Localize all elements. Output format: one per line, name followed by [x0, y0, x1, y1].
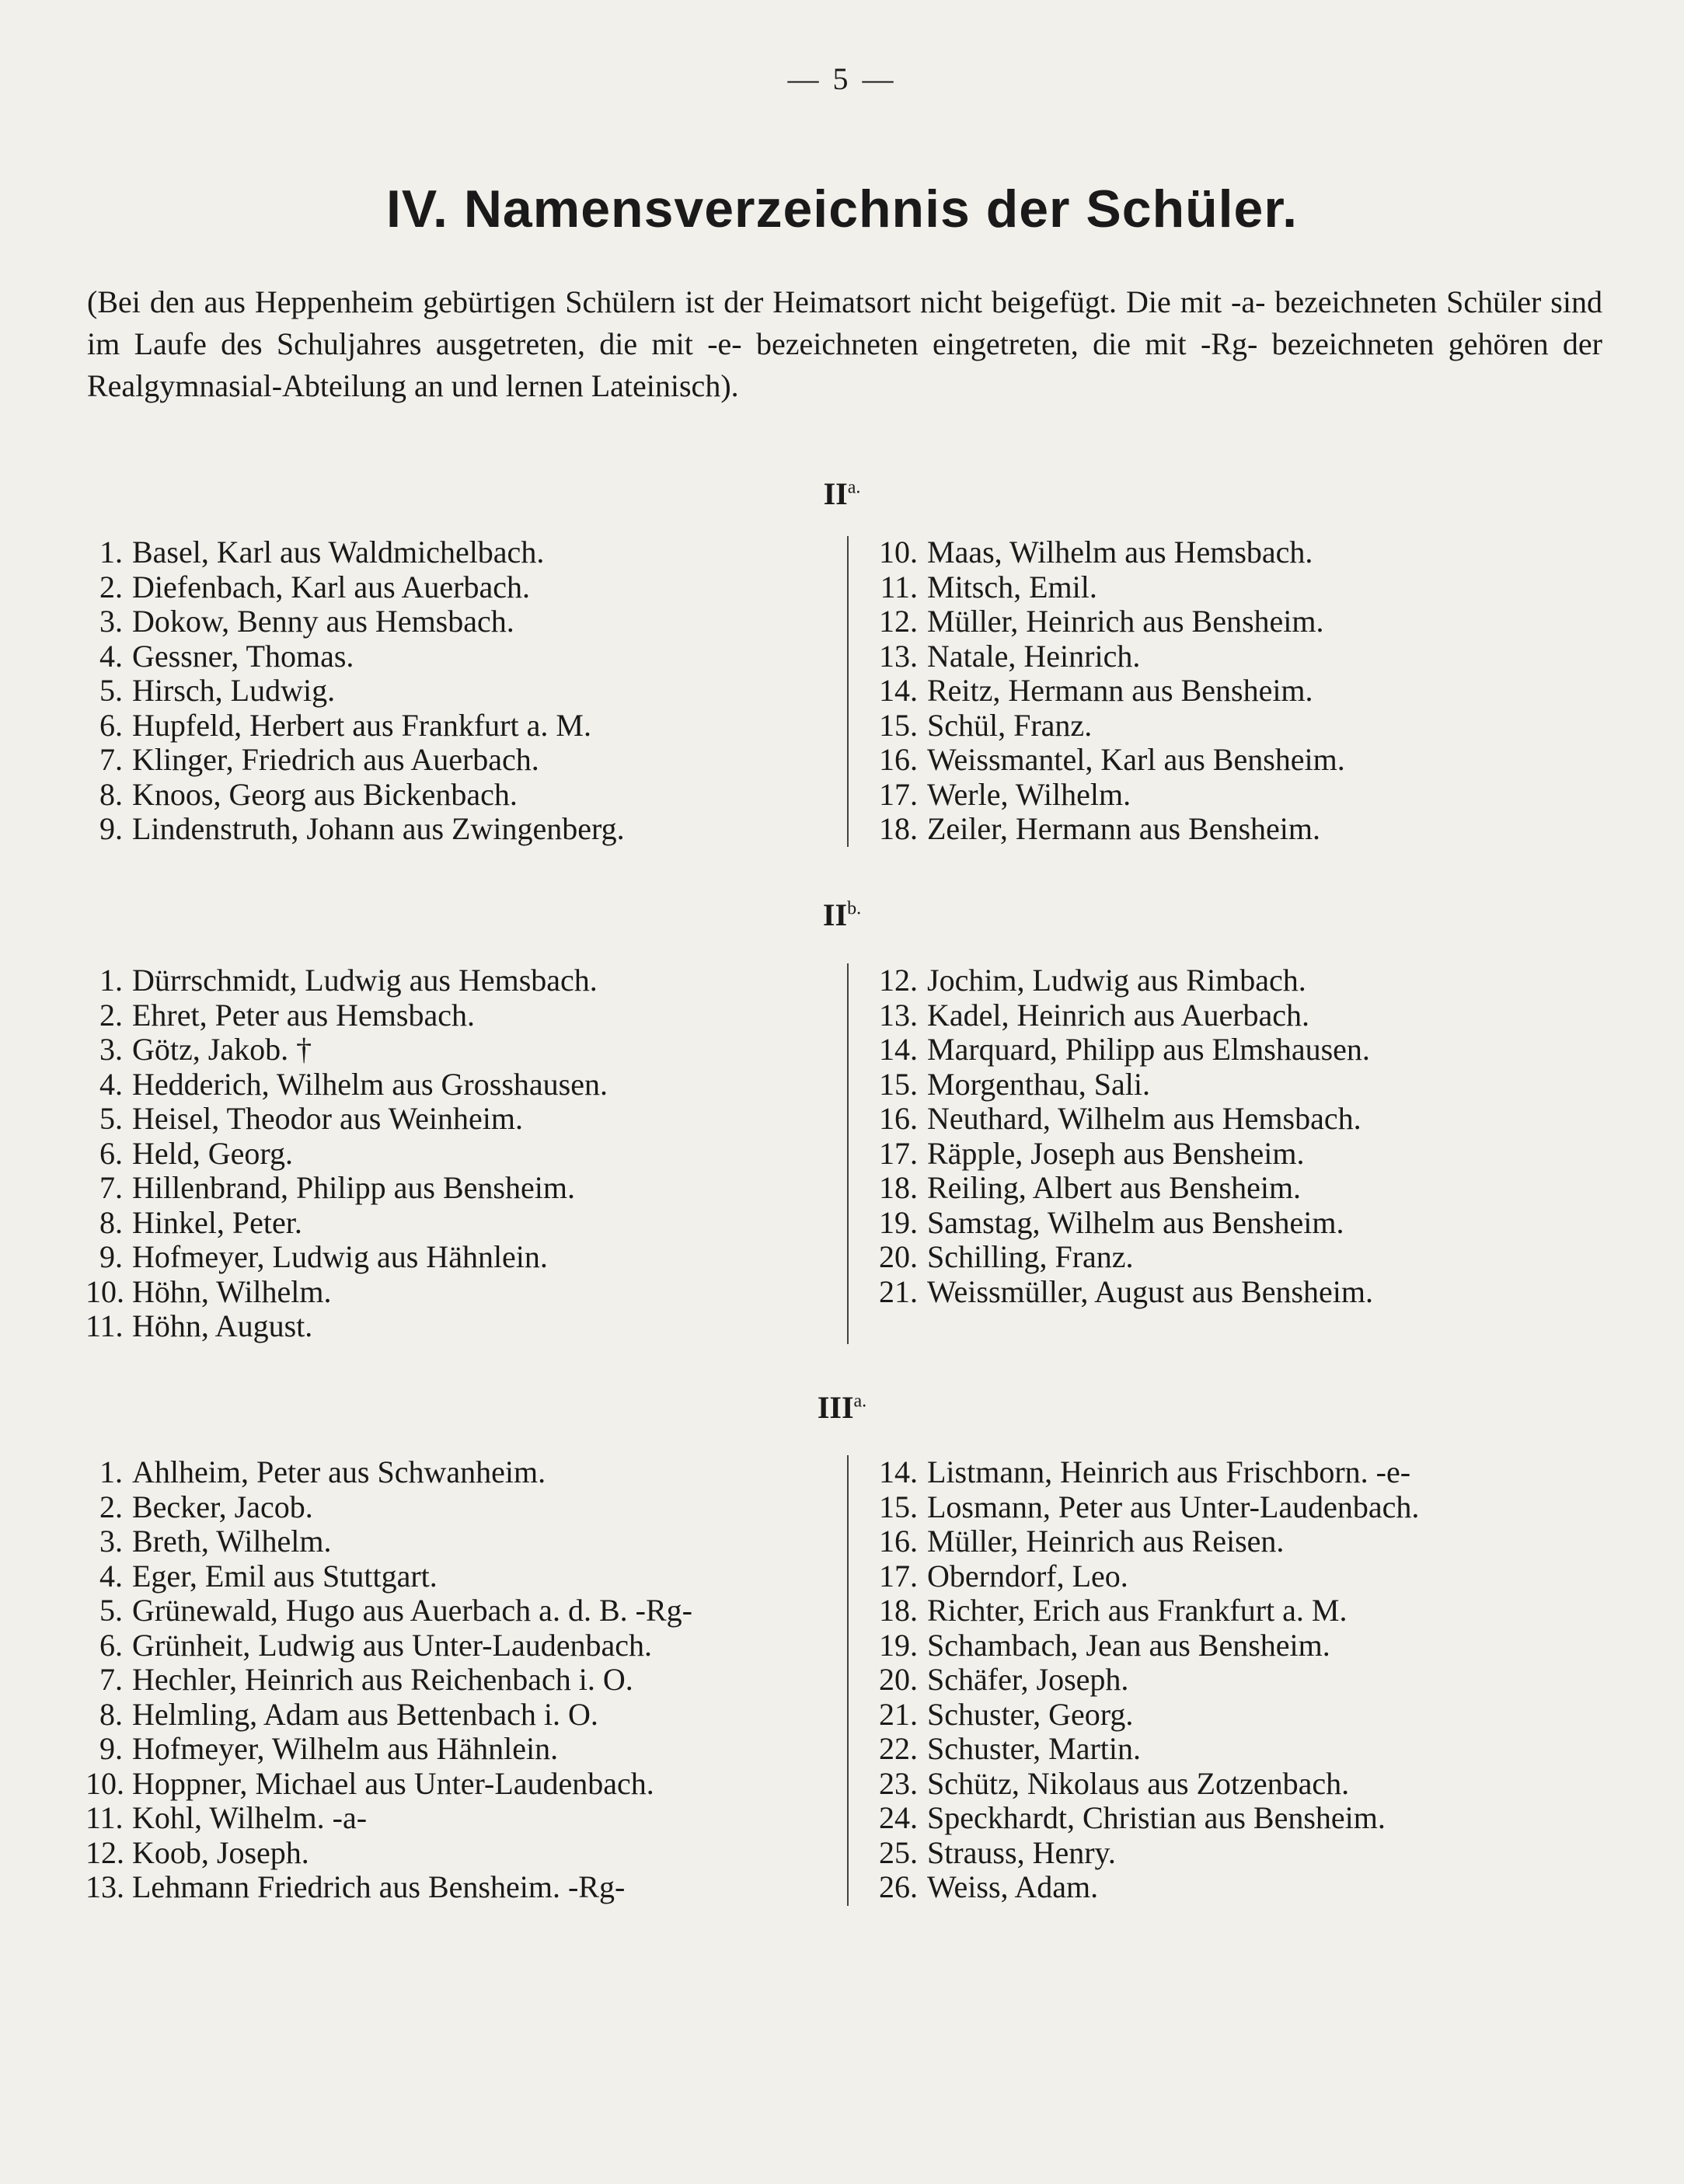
entry-name: Hillenbrand, Philipp aus Bensheim. — [132, 1170, 575, 1205]
entry-name: Reitz, Hermann aus Bensheim. — [927, 673, 1313, 708]
entry-number: 6. — [99, 1135, 123, 1171]
student-entry — [85, 812, 625, 847]
student-entry — [874, 1137, 1373, 1172]
student-entry — [85, 743, 625, 778]
section-heading-IIIa — [0, 1389, 1684, 1426]
student-entry — [85, 639, 625, 674]
entry-number: 17. — [879, 776, 918, 812]
student-list-IIIa-left — [85, 1455, 692, 1905]
entry-name: Werle, Wilhelm. — [927, 776, 1131, 812]
student-entry — [85, 1309, 608, 1344]
column-divider — [847, 1455, 849, 1906]
entry-number: 10. — [85, 1273, 124, 1309]
entry-name: Samstag, Wilhelm aus Bensheim. — [927, 1204, 1344, 1240]
entry-name: Eger, Emil aus Stuttgart. — [132, 1558, 438, 1594]
entry-name: Hoppner, Michael aus Unter-Laudenbach. — [132, 1765, 654, 1801]
entry-number: 25. — [879, 1834, 918, 1870]
student-entry — [874, 743, 1345, 778]
student-entry — [85, 1836, 692, 1871]
entry-name: Strauss, Henry. — [927, 1834, 1116, 1870]
entry-number: 5. — [99, 1101, 123, 1136]
entry-name: Becker, Jacob. — [132, 1489, 313, 1524]
student-entry — [874, 1102, 1373, 1137]
entry-number: 11. — [85, 1308, 124, 1343]
entry-name: Hedderich, Wilhelm aus Grosshausen. — [132, 1066, 608, 1102]
entry-name: Knoos, Georg aus Bickenbach. — [132, 776, 518, 812]
entry-name: Schütz, Nikolaus aus Zotzenbach. — [927, 1765, 1350, 1801]
section-sup: a. — [853, 1391, 867, 1412]
entry-name: Losmann, Peter aus Unter-Laudenbach. — [927, 1489, 1420, 1524]
student-entry — [85, 963, 608, 998]
entry-number: 4. — [99, 1066, 123, 1102]
entry-number: 10. — [879, 535, 918, 570]
page-number: — 5 — — [787, 61, 897, 96]
student-entry — [874, 1490, 1419, 1525]
student-entry — [874, 604, 1345, 639]
entry-number: 14. — [879, 1454, 918, 1489]
entry-number: 21. — [879, 1696, 918, 1732]
student-entry — [85, 570, 625, 605]
student-entry — [874, 570, 1345, 605]
student-entry — [874, 1870, 1419, 1905]
student-entry — [85, 1240, 608, 1275]
section-sup: a. — [847, 477, 861, 498]
entry-number: 16. — [879, 742, 918, 777]
student-entry — [85, 1594, 692, 1628]
entry-number: 17. — [879, 1135, 918, 1171]
entry-number: 15. — [879, 1489, 918, 1524]
entry-number: 15. — [879, 707, 918, 743]
entry-name: Breth, Wilhelm. — [132, 1524, 332, 1559]
student-entry — [874, 1240, 1373, 1275]
entry-name: Mitsch, Emil. — [927, 569, 1097, 604]
student-entry — [85, 1206, 608, 1241]
entry-name: Schäfer, Joseph. — [927, 1662, 1129, 1697]
entry-number: 21. — [879, 1273, 918, 1309]
entry-number: 26. — [879, 1869, 918, 1904]
entry-number: 1. — [99, 1454, 123, 1489]
student-entry — [874, 1524, 1419, 1559]
entry-number: 8. — [99, 776, 123, 812]
entry-number: 6. — [99, 1627, 123, 1663]
entry-number: 11. — [880, 569, 918, 604]
student-entry — [874, 1767, 1419, 1802]
entry-number: 3. — [99, 604, 123, 639]
entry-number: 14. — [879, 1032, 918, 1067]
student-list-IIa-right — [874, 535, 1345, 847]
section-label: III — [817, 1390, 854, 1425]
student-entry — [874, 1033, 1373, 1068]
student-list-IIa-left — [85, 535, 625, 847]
entry-number: 1. — [99, 963, 123, 998]
entry-name: Natale, Heinrich. — [927, 638, 1141, 674]
entry-number: 1. — [99, 535, 123, 570]
student-entry — [874, 1068, 1373, 1102]
entry-number: 2. — [99, 1489, 123, 1524]
entry-name: Weiss, Adam. — [927, 1869, 1099, 1904]
entry-name: Hirsch, Ludwig. — [132, 673, 336, 708]
entry-name: Ehret, Peter aus Hemsbach. — [132, 997, 475, 1033]
entry-name: Müller, Heinrich aus Bensheim. — [927, 604, 1324, 639]
entry-name: Reiling, Albert aus Bensheim. — [927, 1170, 1302, 1205]
entry-name: Weissmantel, Karl aus Bensheim. — [927, 742, 1345, 777]
entry-number: 18. — [879, 1170, 918, 1205]
entry-name: Götz, Jakob. † — [132, 1032, 312, 1067]
student-entry — [874, 1455, 1419, 1490]
entry-name: Lehmann Friedrich aus Bensheim. -Rg- — [132, 1869, 626, 1904]
entry-number: 2. — [99, 569, 123, 604]
student-entry — [874, 639, 1345, 674]
student-entry — [874, 998, 1373, 1033]
student-entry — [874, 1594, 1419, 1628]
student-entry — [85, 1732, 692, 1767]
entry-number: 8. — [99, 1696, 123, 1732]
entry-number: 22. — [879, 1731, 918, 1766]
student-entry — [85, 1663, 692, 1698]
entry-name: Heisel, Theodor aus Weinheim. — [132, 1101, 523, 1136]
entry-name: Ahlheim, Peter aus Schwanheim. — [132, 1454, 546, 1489]
entry-number: 11. — [85, 1800, 124, 1835]
entry-number: 14. — [879, 673, 918, 708]
student-entry — [874, 812, 1345, 847]
student-entry — [874, 1663, 1419, 1698]
entry-name: Neuthard, Wilhelm aus Hemsbach. — [927, 1101, 1361, 1136]
entry-name: Dokow, Benny aus Hemsbach. — [132, 604, 514, 639]
section-label: II — [822, 897, 848, 932]
student-entry — [85, 1137, 608, 1172]
entry-number: 12. — [85, 1834, 124, 1870]
entry-name: Marquard, Philipp aus Elmshausen. — [927, 1032, 1370, 1067]
entry-number: 18. — [879, 811, 918, 846]
student-list-IIIa-right — [874, 1455, 1419, 1905]
entry-name: Oberndorf, Leo. — [927, 1558, 1128, 1594]
entry-name: Kadel, Heinrich aus Auerbach. — [927, 997, 1310, 1033]
entry-number: 4. — [99, 1558, 123, 1594]
student-entry — [874, 1206, 1373, 1241]
student-entry — [874, 535, 1345, 570]
entry-name: Helmling, Adam aus Bettenbach i. O. — [132, 1696, 598, 1732]
section-sup: b. — [847, 898, 862, 919]
student-entry — [874, 674, 1345, 709]
entry-number: 3. — [99, 1524, 123, 1559]
student-entry — [85, 998, 608, 1033]
student-entry — [85, 674, 625, 709]
student-entry — [85, 1033, 608, 1068]
entry-number: 7. — [99, 1170, 123, 1205]
entry-name: Räpple, Joseph aus Bensheim. — [927, 1135, 1305, 1171]
entry-number: 18. — [879, 1593, 918, 1628]
entry-name: Hinkel, Peter. — [132, 1204, 302, 1240]
entry-number: 16. — [879, 1101, 918, 1136]
section-label: II — [823, 476, 848, 511]
entry-name: Hofmeyer, Ludwig aus Hähnlein. — [132, 1239, 548, 1274]
student-entry — [85, 1455, 692, 1490]
entry-name: Höhn, Wilhelm. — [132, 1273, 332, 1309]
student-entry — [85, 1524, 692, 1559]
entry-number: 9. — [99, 811, 123, 846]
entry-number: 19. — [879, 1627, 918, 1663]
intro-paragraph: (Bei den aus Heppenheim gebürtigen Schülern ist der Heimatsort nicht beigefügt. Die mit -a- bezeichneten Schüler sind im Laufe des Schuljahres ausgetreten, die mit -e- bezeichneten eingetreten, die mit -Rg- bezeichneten gehören der Realgymnasial-Abteilung an und lernen Lateinisch). — [87, 284, 1602, 403]
entry-number: 5. — [99, 1593, 123, 1628]
student-entry — [874, 1801, 1419, 1836]
entry-name: Jochim, Ludwig aus Rimbach. — [927, 963, 1306, 998]
student-entry — [85, 1698, 692, 1733]
entry-name: Hechler, Heinrich aus Reichenbach i. O. — [132, 1662, 633, 1697]
entry-number: 13. — [85, 1869, 124, 1904]
student-entry — [874, 1732, 1419, 1767]
entry-number: 17. — [879, 1558, 918, 1594]
entry-number: 2. — [99, 997, 123, 1033]
section-heading-IIb — [0, 897, 1684, 933]
entry-name: Schül, Franz. — [927, 707, 1093, 743]
entry-name: Lindenstruth, Johann aus Zwingenberg. — [132, 811, 625, 846]
student-entry — [85, 604, 625, 639]
entry-number: 3. — [99, 1032, 123, 1067]
entry-name: Schuster, Georg. — [927, 1696, 1134, 1732]
entry-number: 19. — [879, 1204, 918, 1240]
entry-number: 9. — [99, 1239, 123, 1274]
entry-name: Kohl, Wilhelm. -a- — [132, 1800, 368, 1835]
entry-number: 13. — [879, 997, 918, 1033]
entry-number: 6. — [99, 707, 123, 743]
student-entry — [874, 963, 1373, 998]
student-entry — [874, 1698, 1419, 1733]
entry-name: Morgenthau, Sali. — [927, 1066, 1151, 1102]
student-entry — [874, 1628, 1419, 1663]
entry-number: 16. — [879, 1524, 918, 1559]
entry-name: Listmann, Heinrich aus Frischborn. -e- — [927, 1454, 1411, 1489]
entry-number: 23. — [879, 1765, 918, 1801]
student-entry — [85, 1275, 608, 1310]
entry-number: 9. — [99, 1731, 123, 1766]
student-entry — [85, 535, 625, 570]
student-entry — [874, 709, 1345, 744]
entry-name: Grünheit, Ludwig aus Unter-Laudenbach. — [132, 1627, 652, 1663]
entry-number: 12. — [879, 604, 918, 639]
entry-name: Höhn, August. — [132, 1308, 313, 1343]
entry-number: 4. — [99, 638, 123, 674]
entry-name: Richter, Erich aus Frankfurt a. M. — [927, 1593, 1348, 1628]
student-entry — [85, 709, 625, 744]
page-title: IV. Namensverzeichnis der Schüler. — [386, 179, 1298, 239]
entry-name: Hofmeyer, Wilhelm aus Hähnlein. — [132, 1731, 559, 1766]
entry-name: Schuster, Martin. — [927, 1731, 1142, 1766]
student-list-IIb-left — [85, 963, 608, 1344]
entry-number: 15. — [879, 1066, 918, 1102]
section-heading-IIa — [0, 475, 1684, 512]
entry-number: 20. — [879, 1662, 918, 1697]
entry-name: Speckhardt, Christian aus Bensheim. — [927, 1800, 1386, 1835]
student-entry — [874, 1275, 1373, 1310]
student-entry — [85, 1068, 608, 1102]
entry-number: 8. — [99, 1204, 123, 1240]
entry-number: 20. — [879, 1239, 918, 1274]
entry-name: Basel, Karl aus Waldmichelbach. — [132, 535, 545, 570]
entry-name: Weissmüller, August aus Bensheim. — [927, 1273, 1374, 1309]
entry-name: Koob, Joseph. — [132, 1834, 309, 1870]
entry-name: Diefenbach, Karl aus Auerbach. — [132, 569, 530, 604]
entry-number: 7. — [99, 1662, 123, 1697]
entry-number: 10. — [85, 1765, 124, 1801]
student-entry — [85, 1628, 692, 1663]
entry-number: 12. — [879, 963, 918, 998]
entry-name: Zeiler, Hermann aus Bensheim. — [927, 811, 1321, 846]
student-entry — [85, 1767, 692, 1802]
entry-name: Klinger, Friedrich aus Auerbach. — [132, 742, 539, 777]
student-entry — [874, 1171, 1373, 1206]
student-entry — [85, 1559, 692, 1594]
entry-number: 13. — [879, 638, 918, 674]
entry-name: Grünewald, Hugo aus Auerbach a. d. B. -Rg- — [132, 1593, 692, 1628]
entry-name: Müller, Heinrich aus Reisen. — [927, 1524, 1285, 1559]
student-entry — [85, 1102, 608, 1137]
entry-name: Hupfeld, Herbert aus Frankfurt a. M. — [132, 707, 591, 743]
entry-number: 5. — [99, 673, 123, 708]
column-divider — [847, 536, 849, 847]
entry-name: Gessner, Thomas. — [132, 638, 354, 674]
student-list-IIb-right — [874, 963, 1373, 1309]
entry-name: Held, Georg. — [132, 1135, 293, 1171]
column-divider — [847, 963, 849, 1344]
student-entry — [85, 1870, 692, 1905]
entry-number: 7. — [99, 742, 123, 777]
student-entry — [85, 1801, 692, 1836]
entry-name: Dürrschmidt, Ludwig aus Hemsbach. — [132, 963, 598, 998]
student-entry — [85, 778, 625, 813]
entry-name: Maas, Wilhelm aus Hemsbach. — [927, 535, 1313, 570]
student-entry — [874, 1836, 1419, 1871]
student-entry — [874, 1559, 1419, 1594]
student-entry — [874, 778, 1345, 813]
entry-number: 24. — [879, 1800, 918, 1835]
student-entry — [85, 1171, 608, 1206]
entry-name: Schilling, Franz. — [927, 1239, 1134, 1274]
student-entry — [85, 1490, 692, 1525]
entry-name: Schambach, Jean aus Bensheim. — [927, 1627, 1330, 1663]
